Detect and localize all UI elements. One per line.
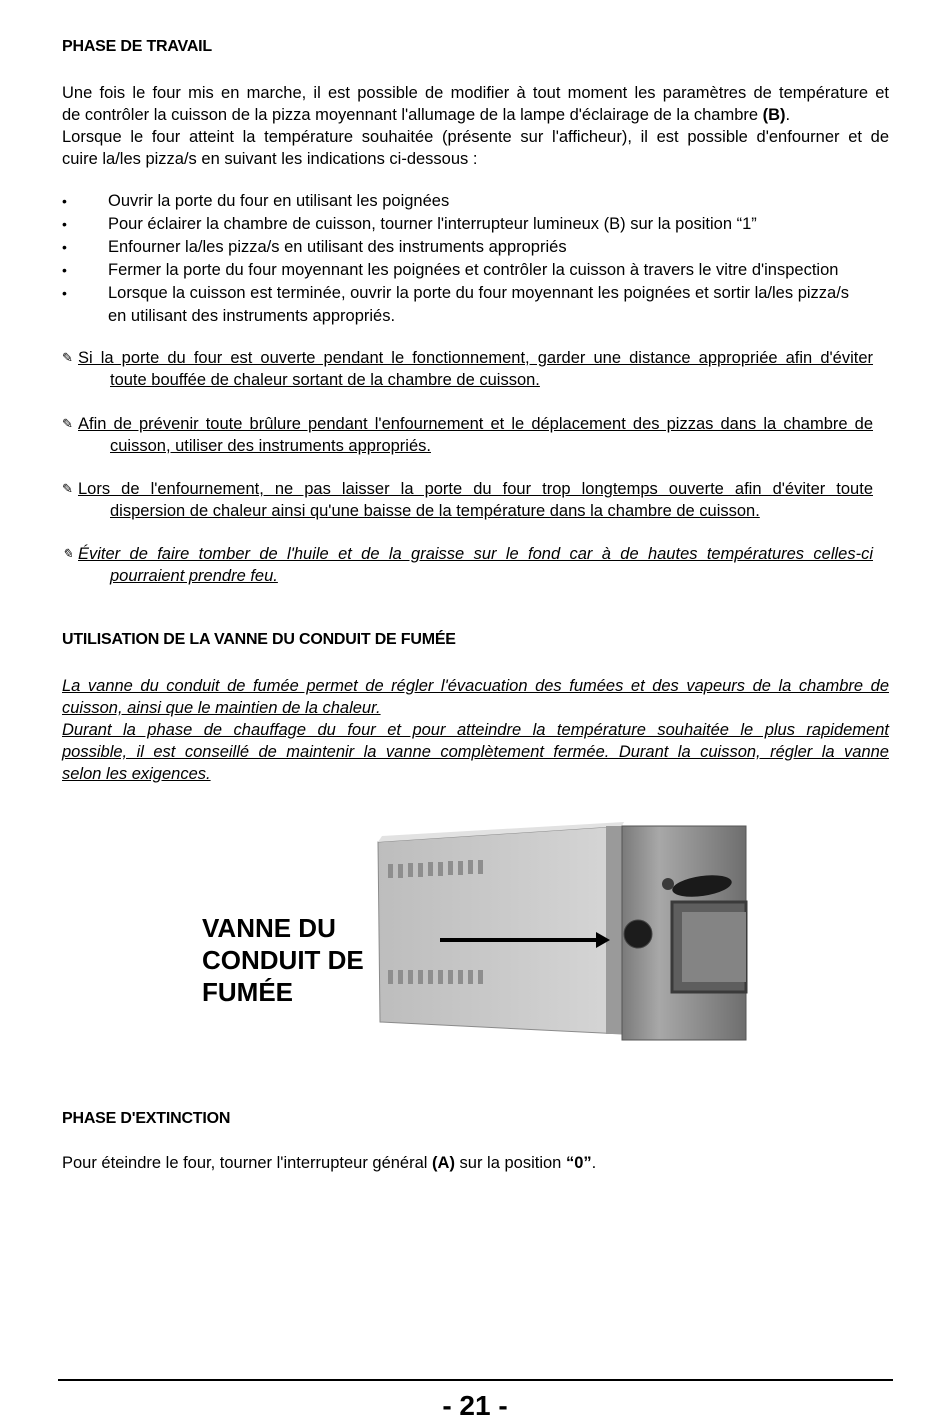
vanne-paragraph: La vanne du conduit de fumée permet de régler l'évacuation des fumées et des vapeurs de la chambre de cuisson, ainsi que le maintien de la chaleur. Durant la phase de chauffage du four et pour atteindre la température souhaitée le plus rapidement possible, il est conseillé de maintenir la vanne complètement fermée. Durant la cuisson, régler la vanne selon les exigences. xyxy=(62,677,889,783)
oven-side-panel xyxy=(378,826,622,1034)
list-item: • Lorsque la cuisson est terminée, ouvrir la porte du four moyennant les poignées et sortir la/les pizza/s en utilisant des instruments appropriés. xyxy=(62,284,850,325)
list-item: • Pour éclairer la chambre de cuisson, tourner l'interrupteur lumineux (B) sur la position “1” xyxy=(62,215,757,233)
instruction-list xyxy=(62,190,889,328)
intro-line-1: Une fois le four mis en marche, il est possible de modifier à tout moment les paramètres de température et xyxy=(62,84,889,102)
footer-rule xyxy=(58,1379,893,1381)
extinction-paragraph: Pour éteindre le four, tourner l'interrupteur général (A) sur la position “0”. xyxy=(62,1154,597,1172)
intro-paragraph xyxy=(62,82,889,170)
intro-line-2: de contrôler la cuisson de la pizza moyennant l'allumage de la lampe d'éclairage de la chambre (B). xyxy=(62,106,791,124)
page-number: - 21 - xyxy=(442,1390,508,1421)
warning-note-4: ✎ Éviter de faire tomber de l'huile et de la graisse sur le fond car à de hautes températures celles-ci pourraient prendre feu. xyxy=(62,545,873,585)
list-item: • Enfourner la/les pizza/s en utilisant des instruments appropriés xyxy=(62,238,567,256)
pointing-hand-icon: ✎ xyxy=(62,416,73,431)
pointing-hand-icon: ✎ xyxy=(62,546,73,561)
heading-phase-extinction: PHASE D'EXTINCTION xyxy=(62,1110,231,1127)
oven-figure xyxy=(202,820,762,1050)
valve-knob xyxy=(624,920,652,948)
oven-illustration xyxy=(202,820,762,1050)
list-item: • Fermer la porte du four moyennant les poignées et contrôler la cuisson à travers le vitre d'inspection xyxy=(62,261,839,279)
list-item: • Ouvrir la porte du four en utilisant les poignées xyxy=(62,192,450,210)
pointing-hand-icon: ✎ xyxy=(62,350,73,365)
heading-vanne-conduit: UTILISATION DE LA VANNE DU CONDUIT DE FUMÉE xyxy=(62,631,456,648)
warning-note-3: ✎ Lors de l'enfournement, ne pas laisser la porte du four trop longtemps ouverte afin d'éviter toute dispersion de chaleur ainsi qu'une baisse de la température dans la chambre de cuisson. xyxy=(62,480,873,520)
heading-phase-de-travail: PHASE DE TRAVAIL xyxy=(62,38,212,55)
intro-line-4: cuire la/les pizza/s en suivant les indications ci-dessous : xyxy=(62,150,478,168)
intro-line-3: Lorsque le four atteint la température souhaitée (présente sur l'afficheur), il est possible d'enfourner et de xyxy=(62,128,889,146)
figure-label: VANNE DU CONDUIT DE FUMÉE xyxy=(202,913,364,1007)
warning-note-1: ✎ Si la porte du four est ouverte pendant le fonctionnement, garder une distance appropriée afin d'éviter toute bouffée de chaleur sortant de la chambre de cuisson. xyxy=(62,349,873,389)
pointing-hand-icon: ✎ xyxy=(62,481,73,496)
warning-note-2: ✎ Afin de prévenir toute brûlure pendant l'enfournement et le déplacement des pizzas dans la chambre de cuisson, utiliser des instruments appropriés. xyxy=(62,415,873,455)
